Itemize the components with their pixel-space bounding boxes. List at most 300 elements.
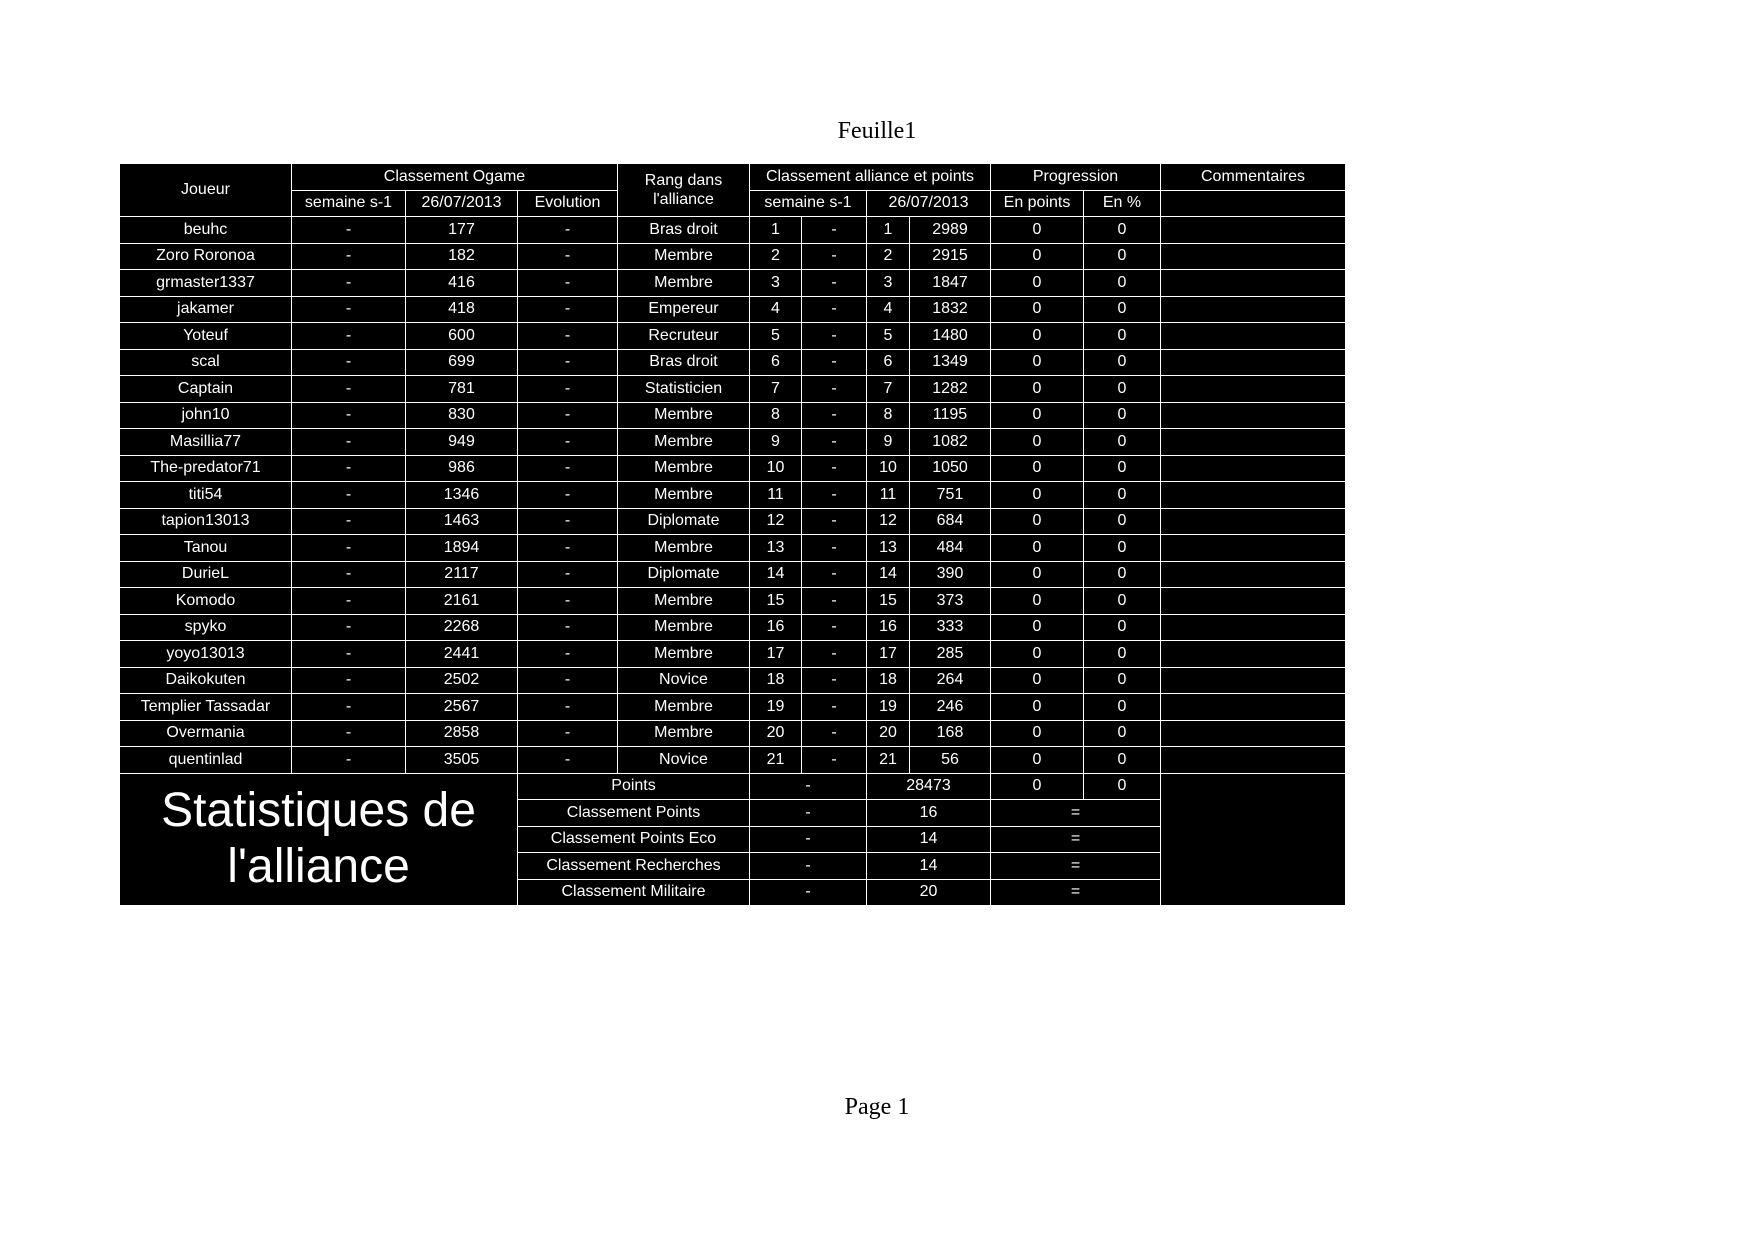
ogame-evolution: - bbox=[518, 296, 618, 323]
alliance-rank: 3 bbox=[867, 270, 910, 297]
alliance-role: Diplomate bbox=[618, 508, 750, 535]
alliance-points-prev: - bbox=[802, 747, 867, 774]
comment-cell bbox=[1161, 641, 1346, 668]
ogame-evolution: - bbox=[518, 508, 618, 535]
alliance-rank: 8 bbox=[867, 402, 910, 429]
header-date-alliance: 26/07/2013 bbox=[867, 190, 991, 217]
progression-pct: 0 bbox=[1084, 270, 1161, 297]
progression-pct: 0 bbox=[1084, 667, 1161, 694]
stats-comment bbox=[1161, 773, 1346, 906]
alliance-role: Novice bbox=[618, 667, 750, 694]
alliance-rank-prev: 13 bbox=[750, 535, 802, 562]
progression-points: 0 bbox=[991, 455, 1084, 482]
ogame-rank: 600 bbox=[406, 323, 518, 350]
stats-progression: = bbox=[991, 879, 1161, 906]
progression-points: 0 bbox=[991, 296, 1084, 323]
alliance-rank-prev: 16 bbox=[750, 614, 802, 641]
alliance-points-prev: - bbox=[802, 588, 867, 615]
alliance-rank: 21 bbox=[867, 747, 910, 774]
alliance-role: Novice bbox=[618, 747, 750, 774]
alliance-points-prev: - bbox=[802, 641, 867, 668]
progression-points: 0 bbox=[991, 535, 1084, 562]
stats-label: Classement Militaire bbox=[518, 879, 750, 906]
ogame-rank-prev: - bbox=[292, 614, 406, 641]
stats-prog-points: 0 bbox=[991, 773, 1084, 800]
progression-points: 0 bbox=[991, 270, 1084, 297]
player-name: beuhc bbox=[120, 217, 292, 244]
progression-pct: 0 bbox=[1084, 402, 1161, 429]
ogame-evolution: - bbox=[518, 323, 618, 350]
alliance-rank: 11 bbox=[867, 482, 910, 509]
progression-points: 0 bbox=[991, 561, 1084, 588]
player-name: Templier Tassadar bbox=[120, 694, 292, 721]
ogame-rank-prev: - bbox=[292, 349, 406, 376]
ogame-evolution: - bbox=[518, 402, 618, 429]
alliance-points-prev: - bbox=[802, 561, 867, 588]
comment-cell bbox=[1161, 455, 1346, 482]
comment-cell bbox=[1161, 747, 1346, 774]
stats-prev: - bbox=[750, 853, 867, 880]
alliance-points: 1349 bbox=[910, 349, 991, 376]
alliance-points-prev: - bbox=[802, 694, 867, 721]
alliance-points-prev: - bbox=[802, 376, 867, 403]
progression-points: 0 bbox=[991, 694, 1084, 721]
alliance-points-prev: - bbox=[802, 455, 867, 482]
ogame-rank: 3505 bbox=[406, 747, 518, 774]
ogame-rank: 1463 bbox=[406, 508, 518, 535]
alliance-points: 390 bbox=[910, 561, 991, 588]
alliance-points-prev: - bbox=[802, 720, 867, 747]
ogame-rank-prev: - bbox=[292, 296, 406, 323]
comment-cell bbox=[1161, 296, 1346, 323]
player-name: quentinlad bbox=[120, 747, 292, 774]
player-row bbox=[120, 482, 1346, 509]
alliance-points: 484 bbox=[910, 535, 991, 562]
ogame-rank-prev: - bbox=[292, 535, 406, 562]
alliance-rank: 13 bbox=[867, 535, 910, 562]
player-row bbox=[120, 561, 1346, 588]
ogame-rank-prev: - bbox=[292, 694, 406, 721]
stats-prev: - bbox=[750, 879, 867, 906]
progression-pct: 0 bbox=[1084, 323, 1161, 350]
alliance-rank-prev: 10 bbox=[750, 455, 802, 482]
alliance-points-prev: - bbox=[802, 482, 867, 509]
alliance-points: 751 bbox=[910, 482, 991, 509]
ogame-rank: 2858 bbox=[406, 720, 518, 747]
player-name: Daikokuten bbox=[120, 667, 292, 694]
stats-current: 28473 bbox=[867, 773, 991, 800]
progression-points: 0 bbox=[991, 376, 1084, 403]
alliance-rank: 1 bbox=[867, 217, 910, 244]
ogame-rank-prev: - bbox=[292, 588, 406, 615]
alliance-points: 264 bbox=[910, 667, 991, 694]
player-name: Komodo bbox=[120, 588, 292, 615]
progression-pct: 0 bbox=[1084, 561, 1161, 588]
header-semaine-s1-alliance: semaine s-1 bbox=[750, 190, 867, 217]
progression-pct: 0 bbox=[1084, 747, 1161, 774]
alliance-rank: 9 bbox=[867, 429, 910, 456]
ogame-rank: 781 bbox=[406, 376, 518, 403]
player-name: john10 bbox=[120, 402, 292, 429]
alliance-role: Membre bbox=[618, 720, 750, 747]
alliance-role: Membre bbox=[618, 588, 750, 615]
alliance-rank-prev: 18 bbox=[750, 667, 802, 694]
player-name: jakamer bbox=[120, 296, 292, 323]
comment-cell bbox=[1161, 217, 1346, 244]
stats-row bbox=[120, 773, 1346, 800]
alliance-points: 333 bbox=[910, 614, 991, 641]
player-row bbox=[120, 243, 1346, 270]
player-name: grmaster1337 bbox=[120, 270, 292, 297]
alliance-points: 1082 bbox=[910, 429, 991, 456]
alliance-role: Bras droit bbox=[618, 349, 750, 376]
ogame-rank: 2441 bbox=[406, 641, 518, 668]
alliance-points-prev: - bbox=[802, 535, 867, 562]
comment-cell bbox=[1161, 482, 1346, 509]
ogame-rank-prev: - bbox=[292, 482, 406, 509]
alliance-rank-prev: 5 bbox=[750, 323, 802, 350]
alliance-rank: 17 bbox=[867, 641, 910, 668]
header-classement-alliance: Classement alliance et points bbox=[750, 164, 991, 191]
player-name: Captain bbox=[120, 376, 292, 403]
ogame-rank-prev: - bbox=[292, 323, 406, 350]
player-row bbox=[120, 402, 1346, 429]
comment-cell bbox=[1161, 376, 1346, 403]
alliance-stats-table bbox=[119, 163, 1346, 906]
alliance-role: Recruteur bbox=[618, 323, 750, 350]
alliance-role: Membre bbox=[618, 694, 750, 721]
ogame-rank: 2161 bbox=[406, 588, 518, 615]
player-name: tapion13013 bbox=[120, 508, 292, 535]
alliance-points: 1480 bbox=[910, 323, 991, 350]
ogame-rank: 986 bbox=[406, 455, 518, 482]
alliance-points: 1832 bbox=[910, 296, 991, 323]
progression-points: 0 bbox=[991, 641, 1084, 668]
header-joueur: Joueur bbox=[120, 164, 292, 217]
alliance-role: Statisticien bbox=[618, 376, 750, 403]
alliance-points-prev: - bbox=[802, 349, 867, 376]
stats-progression: = bbox=[991, 800, 1161, 827]
alliance-role: Membre bbox=[618, 243, 750, 270]
ogame-rank-prev: - bbox=[292, 455, 406, 482]
alliance-rank-prev: 19 bbox=[750, 694, 802, 721]
alliance-role: Membre bbox=[618, 270, 750, 297]
alliance-rank-prev: 8 bbox=[750, 402, 802, 429]
comment-cell bbox=[1161, 561, 1346, 588]
ogame-evolution: - bbox=[518, 243, 618, 270]
alliance-role: Membre bbox=[618, 402, 750, 429]
player-name: yoyo13013 bbox=[120, 641, 292, 668]
stats-prog-pct: 0 bbox=[1084, 773, 1161, 800]
alliance-points-prev: - bbox=[802, 323, 867, 350]
progression-pct: 0 bbox=[1084, 376, 1161, 403]
ogame-evolution: - bbox=[518, 641, 618, 668]
alliance-rank: 4 bbox=[867, 296, 910, 323]
ogame-rank-prev: - bbox=[292, 667, 406, 694]
ogame-rank: 1346 bbox=[406, 482, 518, 509]
alliance-points-prev: - bbox=[802, 429, 867, 456]
ogame-rank: 2502 bbox=[406, 667, 518, 694]
header-date: 26/07/2013 bbox=[406, 190, 518, 217]
stats-section bbox=[120, 773, 1346, 906]
alliance-rank: 5 bbox=[867, 323, 910, 350]
alliance-rank: 2 bbox=[867, 243, 910, 270]
progression-points: 0 bbox=[991, 482, 1084, 509]
alliance-rank: 18 bbox=[867, 667, 910, 694]
alliance-points-prev: - bbox=[802, 296, 867, 323]
player-name: titi54 bbox=[120, 482, 292, 509]
comment-cell bbox=[1161, 243, 1346, 270]
comment-cell bbox=[1161, 349, 1346, 376]
alliance-rank-prev: 11 bbox=[750, 482, 802, 509]
progression-points: 0 bbox=[991, 402, 1084, 429]
ogame-evolution: - bbox=[518, 270, 618, 297]
ogame-evolution: - bbox=[518, 482, 618, 509]
alliance-rank: 16 bbox=[867, 614, 910, 641]
alliance-role: Membre bbox=[618, 535, 750, 562]
alliance-role: Membre bbox=[618, 614, 750, 641]
comment-cell bbox=[1161, 270, 1346, 297]
alliance-rank-prev: 14 bbox=[750, 561, 802, 588]
player-row bbox=[120, 270, 1346, 297]
alliance-rank: 7 bbox=[867, 376, 910, 403]
alliance-role: Membre bbox=[618, 482, 750, 509]
ogame-evolution: - bbox=[518, 429, 618, 456]
progression-pct: 0 bbox=[1084, 217, 1161, 244]
player-name: Tanou bbox=[120, 535, 292, 562]
alliance-rank-prev: 12 bbox=[750, 508, 802, 535]
ogame-rank-prev: - bbox=[292, 402, 406, 429]
player-row bbox=[120, 747, 1346, 774]
player-name: Yoteuf bbox=[120, 323, 292, 350]
alliance-rank-prev: 15 bbox=[750, 588, 802, 615]
stats-prev: - bbox=[750, 800, 867, 827]
progression-points: 0 bbox=[991, 588, 1084, 615]
alliance-role: Membre bbox=[618, 455, 750, 482]
alliance-rank-prev: 2 bbox=[750, 243, 802, 270]
stats-label: Classement Points bbox=[518, 800, 750, 827]
alliance-role: Empereur bbox=[618, 296, 750, 323]
stats-label: Points bbox=[518, 773, 750, 800]
ogame-rank-prev: - bbox=[292, 508, 406, 535]
stats-label: Classement Points Eco bbox=[518, 826, 750, 853]
ogame-evolution: - bbox=[518, 455, 618, 482]
ogame-rank: 182 bbox=[406, 243, 518, 270]
progression-pct: 0 bbox=[1084, 641, 1161, 668]
player-row bbox=[120, 694, 1346, 721]
stats-current: 20 bbox=[867, 879, 991, 906]
ogame-evolution: - bbox=[518, 535, 618, 562]
stats-prev: - bbox=[750, 826, 867, 853]
alliance-points-prev: - bbox=[802, 667, 867, 694]
comment-cell bbox=[1161, 323, 1346, 350]
progression-pct: 0 bbox=[1084, 694, 1161, 721]
player-row bbox=[120, 720, 1346, 747]
progression-points: 0 bbox=[991, 217, 1084, 244]
alliance-rank-prev: 6 bbox=[750, 349, 802, 376]
progression-pct: 0 bbox=[1084, 455, 1161, 482]
ogame-rank-prev: - bbox=[292, 243, 406, 270]
alliance-points-prev: - bbox=[802, 217, 867, 244]
player-name: Overmania bbox=[120, 720, 292, 747]
alliance-role: Membre bbox=[618, 641, 750, 668]
alliance-points: 684 bbox=[910, 508, 991, 535]
comment-cell bbox=[1161, 402, 1346, 429]
alliance-rank: 6 bbox=[867, 349, 910, 376]
player-row bbox=[120, 217, 1346, 244]
alliance-rank: 12 bbox=[867, 508, 910, 535]
alliance-points-prev: - bbox=[802, 508, 867, 535]
alliance-rank: 10 bbox=[867, 455, 910, 482]
stats-label: Classement Recherches bbox=[518, 853, 750, 880]
alliance-rank-prev: 4 bbox=[750, 296, 802, 323]
alliance-role: Bras droit bbox=[618, 217, 750, 244]
ogame-rank-prev: - bbox=[292, 270, 406, 297]
alliance-rank-prev: 3 bbox=[750, 270, 802, 297]
progression-points: 0 bbox=[991, 349, 1084, 376]
progression-pct: 0 bbox=[1084, 243, 1161, 270]
progression-points: 0 bbox=[991, 243, 1084, 270]
stats-current: 14 bbox=[867, 853, 991, 880]
alliance-points-prev: - bbox=[802, 614, 867, 641]
player-name: spyko bbox=[120, 614, 292, 641]
progression-points: 0 bbox=[991, 614, 1084, 641]
alliance-points: 285 bbox=[910, 641, 991, 668]
comment-cell bbox=[1161, 667, 1346, 694]
comment-cell bbox=[1161, 429, 1346, 456]
player-row bbox=[120, 667, 1346, 694]
alliance-points: 168 bbox=[910, 720, 991, 747]
comment-cell bbox=[1161, 694, 1346, 721]
ogame-rank: 2268 bbox=[406, 614, 518, 641]
alliance-rank: 15 bbox=[867, 588, 910, 615]
ogame-rank: 949 bbox=[406, 429, 518, 456]
header-progression: Progression bbox=[991, 164, 1161, 191]
ogame-rank: 177 bbox=[406, 217, 518, 244]
ogame-rank-prev: - bbox=[292, 641, 406, 668]
player-name: Masillia77 bbox=[120, 429, 292, 456]
alliance-points: 373 bbox=[910, 588, 991, 615]
player-row bbox=[120, 296, 1346, 323]
header-en-pct: En % bbox=[1084, 190, 1161, 217]
ogame-rank: 699 bbox=[406, 349, 518, 376]
progression-pct: 0 bbox=[1084, 482, 1161, 509]
ogame-rank: 2117 bbox=[406, 561, 518, 588]
player-row bbox=[120, 455, 1346, 482]
alliance-points: 1195 bbox=[910, 402, 991, 429]
alliance-points: 1282 bbox=[910, 376, 991, 403]
header-semaine-s1: semaine s-1 bbox=[292, 190, 406, 217]
ogame-evolution: - bbox=[518, 561, 618, 588]
alliance-points: 246 bbox=[910, 694, 991, 721]
ogame-rank: 2567 bbox=[406, 694, 518, 721]
stats-title: Statistiques de l'alliance bbox=[120, 773, 518, 906]
player-row bbox=[120, 323, 1346, 350]
player-row bbox=[120, 349, 1346, 376]
ogame-evolution: - bbox=[518, 667, 618, 694]
ogame-evolution: - bbox=[518, 376, 618, 403]
progression-points: 0 bbox=[991, 429, 1084, 456]
progression-points: 0 bbox=[991, 323, 1084, 350]
header-commentaires-blank bbox=[1161, 190, 1346, 217]
alliance-rank: 19 bbox=[867, 694, 910, 721]
comment-cell bbox=[1161, 720, 1346, 747]
ogame-evolution: - bbox=[518, 720, 618, 747]
alliance-points: 2915 bbox=[910, 243, 991, 270]
ogame-evolution: - bbox=[518, 217, 618, 244]
header-rang: Rang dans l'alliance bbox=[618, 164, 750, 217]
alliance-rank-prev: 20 bbox=[750, 720, 802, 747]
alliance-points: 2989 bbox=[910, 217, 991, 244]
progression-pct: 0 bbox=[1084, 349, 1161, 376]
progression-pct: 0 bbox=[1084, 614, 1161, 641]
stats-current: 16 bbox=[867, 800, 991, 827]
player-row bbox=[120, 614, 1346, 641]
comment-cell bbox=[1161, 535, 1346, 562]
stats-current: 14 bbox=[867, 826, 991, 853]
ogame-rank: 1894 bbox=[406, 535, 518, 562]
progression-points: 0 bbox=[991, 508, 1084, 535]
ogame-evolution: - bbox=[518, 614, 618, 641]
alliance-rank-prev: 7 bbox=[750, 376, 802, 403]
stats-progression: = bbox=[991, 853, 1161, 880]
alliance-points-prev: - bbox=[802, 243, 867, 270]
progression-pct: 0 bbox=[1084, 720, 1161, 747]
header-commentaires: Commentaires bbox=[1161, 164, 1346, 191]
alliance-points: 1050 bbox=[910, 455, 991, 482]
comment-cell bbox=[1161, 588, 1346, 615]
player-row bbox=[120, 376, 1346, 403]
ogame-rank-prev: - bbox=[292, 217, 406, 244]
alliance-rank: 20 bbox=[867, 720, 910, 747]
ogame-rank-prev: - bbox=[292, 561, 406, 588]
player-row bbox=[120, 508, 1346, 535]
player-row bbox=[120, 588, 1346, 615]
alliance-role: Membre bbox=[618, 429, 750, 456]
player-name: The-predator71 bbox=[120, 455, 292, 482]
player-rows bbox=[120, 217, 1346, 774]
stats-progression: = bbox=[991, 826, 1161, 853]
alliance-rank-prev: 1 bbox=[750, 217, 802, 244]
alliance-points-prev: - bbox=[802, 402, 867, 429]
alliance-role: Diplomate bbox=[618, 561, 750, 588]
alliance-points: 1847 bbox=[910, 270, 991, 297]
ogame-rank: 830 bbox=[406, 402, 518, 429]
header-en-points: En points bbox=[991, 190, 1084, 217]
ogame-rank-prev: - bbox=[292, 720, 406, 747]
ogame-rank: 418 bbox=[406, 296, 518, 323]
header-classement-ogame: Classement Ogame bbox=[292, 164, 618, 191]
comment-cell bbox=[1161, 614, 1346, 641]
header-evolution: Evolution bbox=[518, 190, 618, 217]
alliance-rank-prev: 21 bbox=[750, 747, 802, 774]
sheet-title: Feuille1 bbox=[837, 118, 917, 144]
alliance-rank-prev: 17 bbox=[750, 641, 802, 668]
progression-points: 0 bbox=[991, 747, 1084, 774]
player-name: Zoro Roronoa bbox=[120, 243, 292, 270]
alliance-rank: 14 bbox=[867, 561, 910, 588]
progression-pct: 0 bbox=[1084, 508, 1161, 535]
ogame-evolution: - bbox=[518, 694, 618, 721]
player-name: DurieL bbox=[120, 561, 292, 588]
ogame-evolution: - bbox=[518, 349, 618, 376]
comment-cell bbox=[1161, 508, 1346, 535]
stats-prev: - bbox=[750, 773, 867, 800]
player-name: scal bbox=[120, 349, 292, 376]
progression-pct: 0 bbox=[1084, 429, 1161, 456]
progression-points: 0 bbox=[991, 667, 1084, 694]
player-row bbox=[120, 641, 1346, 668]
